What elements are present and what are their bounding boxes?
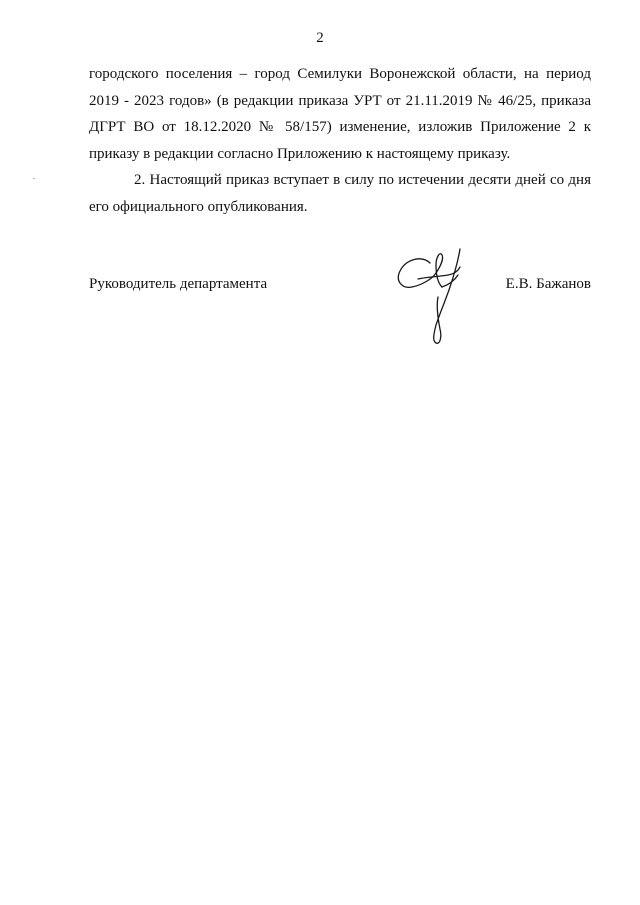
page-number: 2 <box>316 30 324 46</box>
handwritten-signature <box>392 241 472 345</box>
paragraph-2-line: 2. Настоящий приказ вступает в силу по истечении десяти дней со дня <box>134 172 591 188</box>
signature-stroke <box>434 249 460 343</box>
signer-title: Руководитель департамента <box>89 276 268 292</box>
signature-stroke <box>398 259 436 287</box>
paragraph-1-line: городского поселения – город Семилуки Воронежской области, на период <box>89 66 591 82</box>
paragraph-1-line: приказу в редакции согласно Приложению к настоящему приказу. <box>89 145 511 162</box>
paragraph-2 <box>89 167 591 220</box>
paragraph-1-line: 2019 - 2023 годов» (в редакции приказа УРТ от 21.11.2019 № 46/25, приказа <box>89 92 591 109</box>
paragraph-1 <box>89 61 591 167</box>
paragraph-1-line: ДГРТ ВО от 18.12.2020 № 58/157) изменение, изложив Приложение 2 к <box>89 119 591 135</box>
scan-margin-mark <box>33 178 35 179</box>
signature-stroke <box>436 254 443 287</box>
paragraph-2-line: его официального опубликования. <box>89 198 308 215</box>
signer-name: Е.В. Бажанов <box>505 276 591 292</box>
